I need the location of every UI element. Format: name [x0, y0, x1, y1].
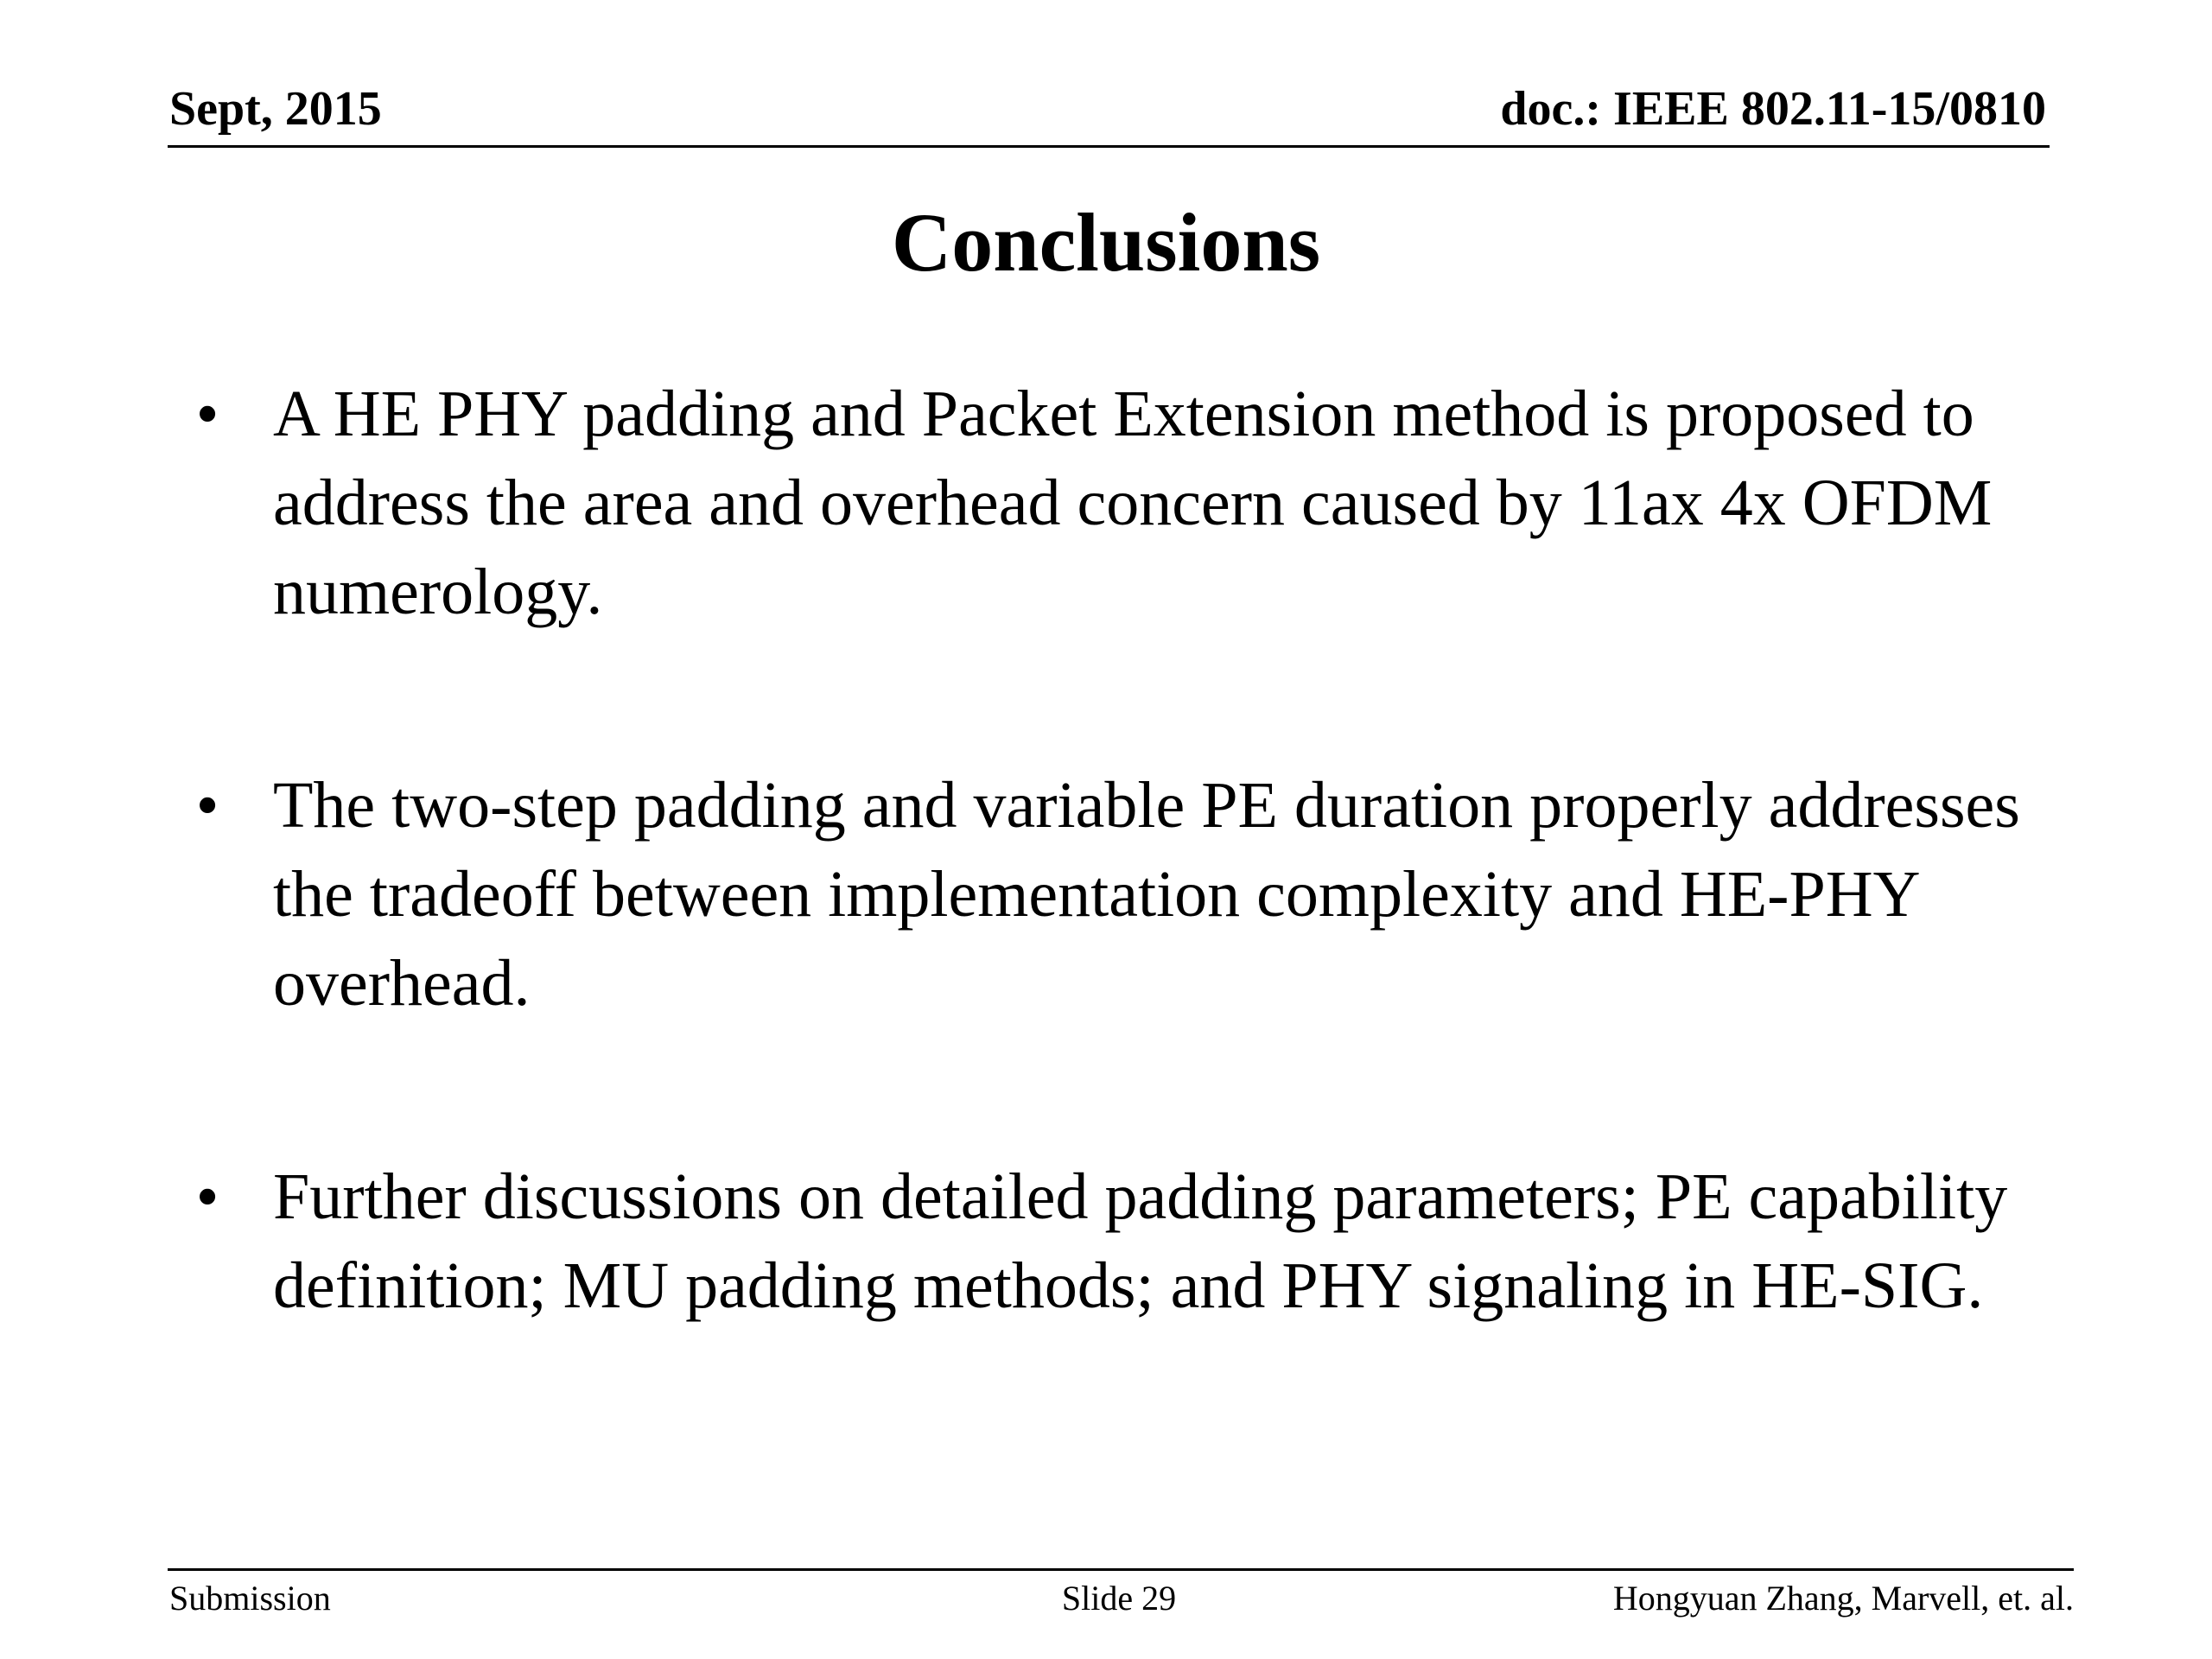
header-date: Sept, 2015 [169, 82, 382, 136]
footer-authors: Hongyuan Zhang, Marvell, et. al. [1612, 1579, 2074, 1618]
bullet-item [181, 761, 2108, 1028]
header-doc-id: doc.: IEEE 802.11-15/0810 [1500, 82, 2046, 136]
bullet-text: A HE PHY padding and Packet Extension method is proposed to address the area and overhead concern caused by 11ax 4x OFDM numerology. [273, 378, 1993, 628]
bullet-text: The two-step padding and variable PE duration properly addresses the tradeoff between implementation complexity and HE-PHY overhead. [273, 769, 2020, 1020]
bullet-list [181, 370, 2108, 1331]
footer-slide-number: Slide 29 [1061, 1579, 1177, 1618]
bullet-item [181, 370, 2108, 637]
bullet-marker: • [195, 378, 219, 450]
bullet-marker: • [195, 1160, 219, 1233]
bullet-text: Further discussions on detailed padding parameters; PE capability definition; MU padding methods; and PHY signaling in HE-SIG. [273, 1160, 2008, 1322]
header-divider [168, 145, 2050, 148]
bullet-item [181, 1153, 2108, 1331]
bullet-marker: • [195, 769, 219, 842]
footer-divider [168, 1568, 2074, 1571]
slide-title: Conclusions [891, 196, 1321, 289]
footer-submission: Submission [169, 1579, 331, 1618]
